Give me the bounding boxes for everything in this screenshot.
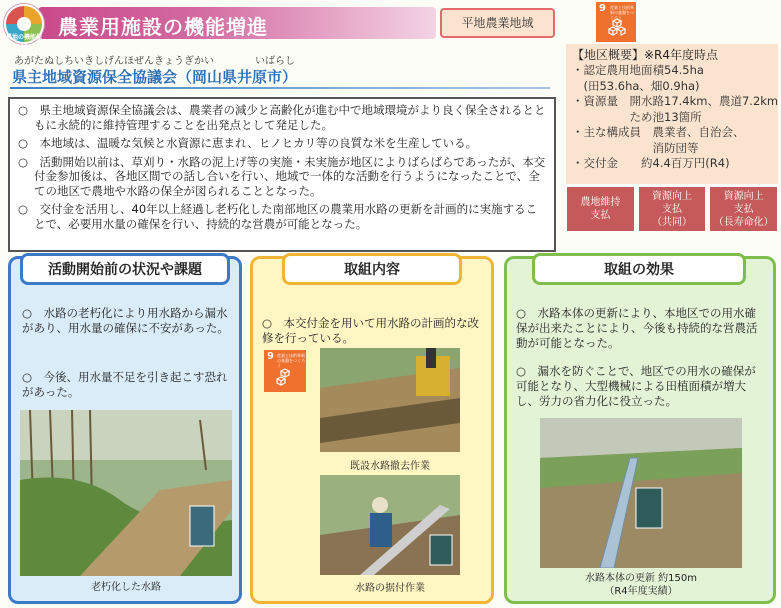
effects-text: ○ 水路本体の更新により、本地区での用水確保が出来たことにより、今後も持続的な営農活動が可能となった。: [516, 306, 758, 350]
removal-caption: 既設水路撤去作業: [350, 461, 430, 472]
overview-line: ・主な構成員 農業者、自治会、: [572, 125, 745, 139]
overview-line: ・認定農用地面積54.5ha: [572, 63, 704, 77]
logo: [4, 4, 44, 50]
overview-line: ・交付金 約4.4百万円(R4): [572, 156, 730, 170]
before-heading: 活動開始前の状況や課題: [20, 253, 230, 285]
org-name: 県主地域資源保全協議会（岡山県井原市）: [12, 68, 298, 86]
place-reading: いばらし: [255, 56, 295, 67]
before-text: ○ 水路の老朽化により用水路から漏水があり、用水量の確保に不安があった。: [22, 306, 229, 335]
header: [4, 4, 434, 50]
payment-badge: 資源向上 支払 （共同）: [638, 186, 707, 232]
sdg-text: 産業と技術革新の基盤をつくろう: [610, 5, 634, 20]
overview-heading: 【地区概要】※R4年度時点: [572, 48, 719, 62]
old-canal-photo: [20, 410, 232, 576]
before-text: ○ 今後、用水量不足を引き起こす恐れがあった。: [22, 370, 228, 399]
org-reading: あがたぬしちいきしげんほぜんきょうぎかい: [14, 56, 214, 67]
overview-line: ・資源量 開水路17.4km、農道7.2km: [572, 94, 779, 108]
summary-item: ○ 県主地域資源保全協議会は、農業者の減少と高齢化が進む中で地域環境がより良く保全されるとともに永続的に維持管理することを出発点として発足した。: [18, 103, 546, 132]
renewed-canal-photo: [540, 418, 742, 568]
summary-item: ○ 交付金を活用し、40年以上経過し老朽化した南部地区の農業用水路の更新を計画的に実施することで、必要用水量の確保を行い、持続的な営農が可能となった。: [18, 202, 538, 231]
sdg-text: 産業と技術革新の基盤をつくろう: [277, 353, 305, 368]
payment-badge: 資源向上 支払 （長寿命化）: [709, 186, 778, 232]
sdg-number: 9: [267, 351, 274, 362]
district-overview: [566, 44, 778, 184]
payment-types: [566, 186, 778, 232]
summary-item: ○ 本地域は、温暖な気候と水資源に恵まれ、ヒノヒカリ等の良質な米を生産している。: [18, 136, 478, 150]
page-title: 農業用施設の機能増進: [58, 15, 268, 39]
summary-item: ○ 活動開始以前は、草刈り・水路の泥上げ等の実施・未実施が地区によりばらばらであったが、本交付金参加後は、各地区間での話し合いを行い、地域で一体的な活動を行うようになったことで、全ての地区で農地や水路の保全が図られることとなった。: [18, 154, 546, 198]
removal-work-photo: [320, 348, 460, 452]
sdg-number: 9: [599, 3, 606, 14]
actions-text: ○ 本交付金を用いて用水路の計画的な改修を行っている。: [262, 316, 480, 345]
before-photo-caption: 老朽化した水路: [91, 582, 161, 593]
sdg-9-icon-small: [264, 350, 306, 392]
summary-box: [8, 97, 556, 252]
divider: [10, 87, 550, 89]
actions-heading: 取組内容: [282, 253, 462, 285]
cubes-icon: [276, 368, 294, 386]
payment-badge: 農地維持 支払: [566, 186, 635, 232]
overview-line: (田53.6ha、畑0.9ha): [572, 78, 700, 93]
installation-caption: 水路の据付作業: [355, 583, 425, 594]
sdg-9-icon: [596, 2, 636, 42]
effects-photo-caption: 水路本体の更新 約150m （R4年度実績）: [584, 573, 697, 597]
title-bar: [38, 7, 436, 39]
overview-line: 消防団等: [572, 140, 699, 155]
overview-line: ため池13箇所: [572, 109, 702, 124]
effects-heading: 取組の効果: [532, 253, 746, 285]
region-type-tag: 平地農業地域: [440, 8, 555, 38]
effects-text: ○ 漏水を防ぐことで、地区での用水の確保が可能となり、大型機械による田植面積が増大し、労力の省力化に役立った。: [516, 364, 756, 408]
logo-text: 農地の機能保全: [5, 34, 42, 50]
cubes-icon: [608, 18, 626, 36]
installation-work-photo: [320, 475, 460, 575]
